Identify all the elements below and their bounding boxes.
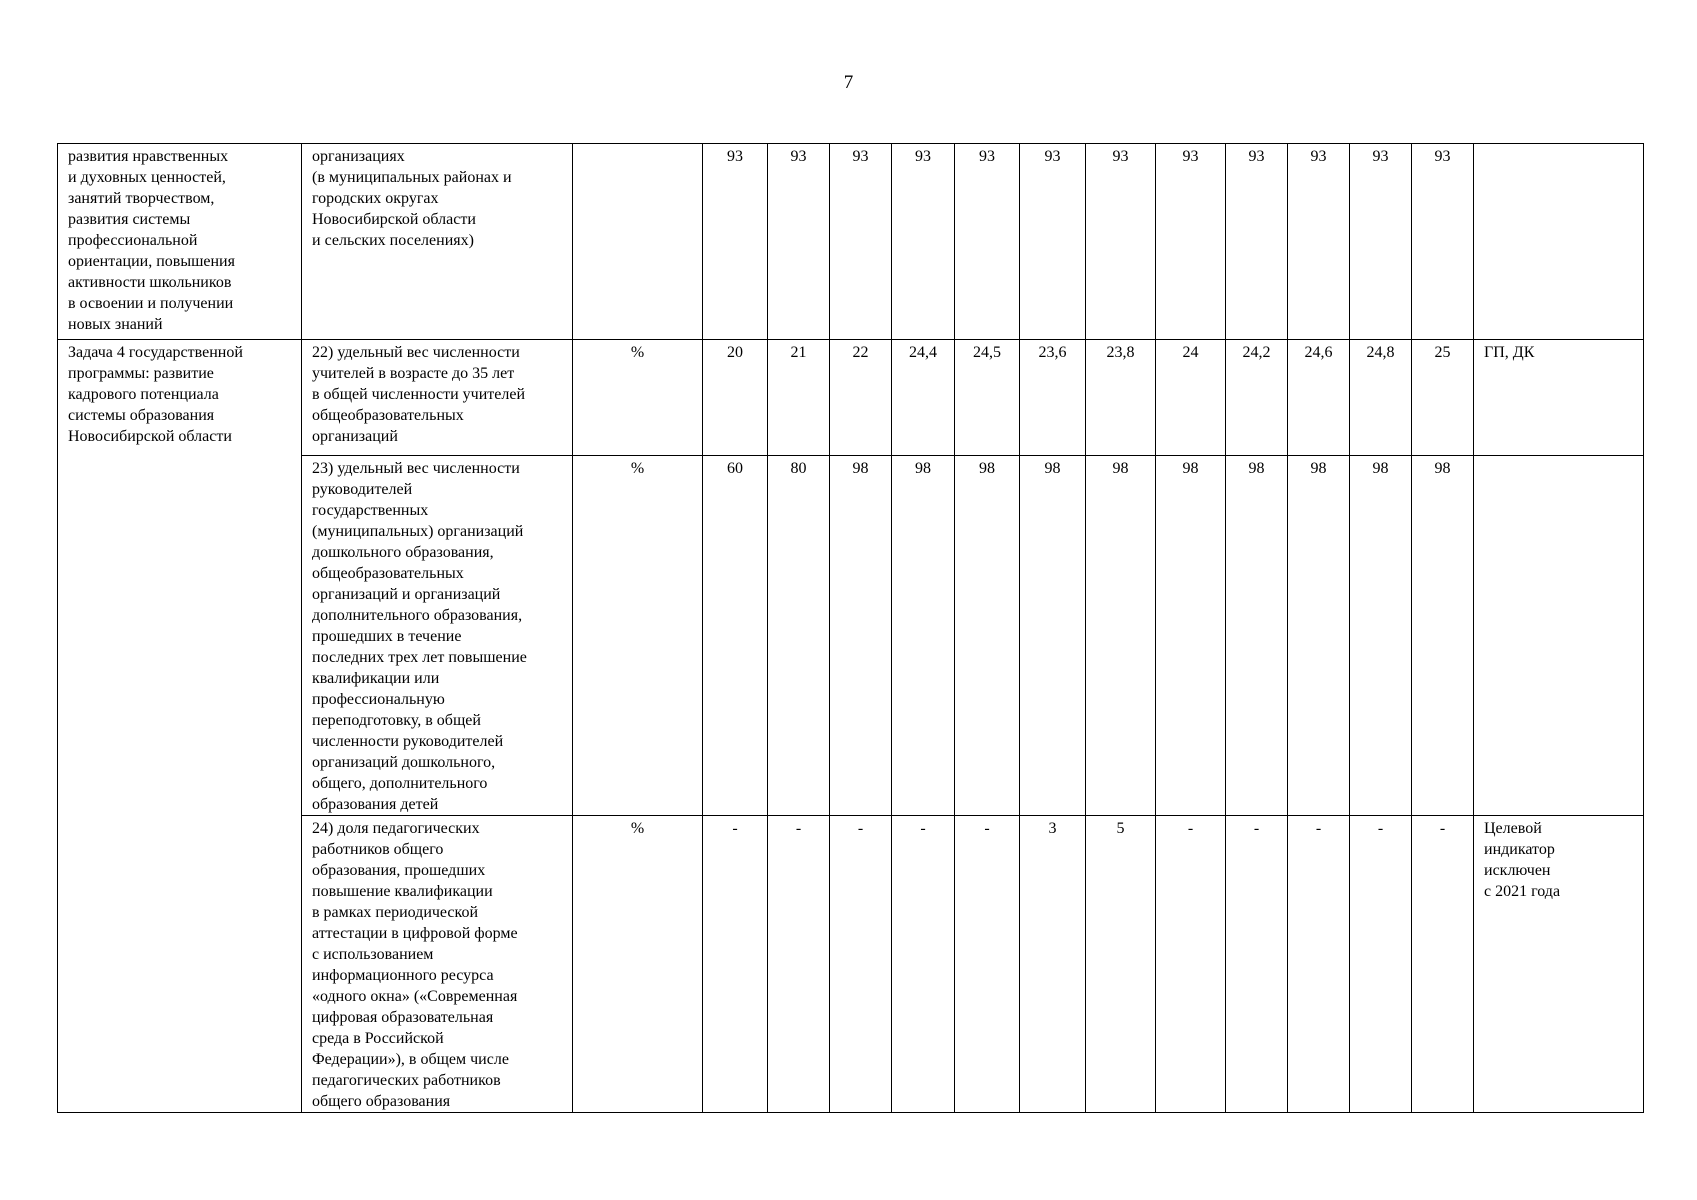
unit-cell: % <box>573 340 703 456</box>
value-cell: 93 <box>768 144 830 340</box>
page-number: 7 <box>843 72 854 93</box>
note-cell: ГП, ДК <box>1474 340 1644 456</box>
value-cell: 93 <box>1412 144 1474 340</box>
value-cell: - <box>892 816 955 1113</box>
value-cell: 98 <box>830 456 892 816</box>
value-cell: 98 <box>892 456 955 816</box>
value-cell: 98 <box>1350 456 1412 816</box>
note-cell <box>1474 456 1644 816</box>
indicators-table <box>57 143 1644 1113</box>
value-cell: 24 <box>1156 340 1226 456</box>
value-cell: 93 <box>955 144 1020 340</box>
table-row <box>58 144 1644 340</box>
unit-cell <box>573 144 703 340</box>
value-cell: - <box>703 816 768 1113</box>
task-cell: Задача 4 государственной программы: развитие кадрового потенциала системы образования Новосибирской области <box>58 340 302 1113</box>
value-cell: 20 <box>703 340 768 456</box>
table-row <box>58 340 1644 456</box>
value-cell: 93 <box>1086 144 1156 340</box>
indicator-cell: организациях (в муниципальных районах и городских округах Новосибирской области и сельских поселениях) <box>302 144 573 340</box>
value-cell: 25 <box>1412 340 1474 456</box>
value-cell: 93 <box>703 144 768 340</box>
value-cell: 98 <box>1288 456 1350 816</box>
value-cell: 93 <box>1156 144 1226 340</box>
value-cell: 24,6 <box>1288 340 1350 456</box>
value-cell: 93 <box>1350 144 1412 340</box>
unit-cell: % <box>573 456 703 816</box>
value-cell: - <box>1156 816 1226 1113</box>
value-cell: 98 <box>1412 456 1474 816</box>
value-cell: 98 <box>955 456 1020 816</box>
value-cell: 98 <box>1086 456 1156 816</box>
value-cell: 21 <box>768 340 830 456</box>
value-cell: 93 <box>892 144 955 340</box>
value-cell: 24,5 <box>955 340 1020 456</box>
value-cell: 22 <box>830 340 892 456</box>
value-cell: - <box>768 816 830 1113</box>
value-cell: 23,8 <box>1086 340 1156 456</box>
value-cell: 60 <box>703 456 768 816</box>
value-cell: 24,8 <box>1350 340 1412 456</box>
value-cell: - <box>1350 816 1412 1113</box>
value-cell: - <box>955 816 1020 1113</box>
value-cell: 93 <box>830 144 892 340</box>
indicator-cell: 24) доля педагогических работников общего образования, прошедших повышение квалификации в рамках периодической аттестации в цифровой форме с использованием информационного ресурса «одного окна» («Современная цифровая образовательная среда в Российской Федерации»), в общем числе педагогических работников общего образования <box>302 816 573 1113</box>
value-cell: 98 <box>1226 456 1288 816</box>
value-cell: 5 <box>1086 816 1156 1113</box>
value-cell: 93 <box>1288 144 1350 340</box>
value-cell: 23,6 <box>1020 340 1086 456</box>
indicator-cell: 23) удельный вес численности руководителей государственных (муниципальных) организаций дошкольного образования, общеобразовательных организаций и организаций дополнительного образования, прошедших в течение последних трех лет повышение квалификации или профессиональную переподготовку, в общей численности руководителей организаций дошкольного, общего, дополнительного образования детей <box>302 456 573 816</box>
value-cell: 24,4 <box>892 340 955 456</box>
note-cell <box>1474 144 1644 340</box>
value-cell: 93 <box>1020 144 1086 340</box>
note-cell: Целевой индикатор исключен с 2021 года <box>1474 816 1644 1113</box>
value-cell: - <box>830 816 892 1113</box>
value-cell: 3 <box>1020 816 1086 1113</box>
value-cell: - <box>1226 816 1288 1113</box>
value-cell: - <box>1412 816 1474 1113</box>
unit-cell: % <box>573 816 703 1113</box>
value-cell: 98 <box>1020 456 1086 816</box>
value-cell: 80 <box>768 456 830 816</box>
task-cell: развития нравственных и духовных ценностей, занятий творчеством, развития системы профессиональной ориентации, повышения активности школьников в освоении и получении новых знаний <box>58 144 302 340</box>
value-cell: 24,2 <box>1226 340 1288 456</box>
value-cell: 93 <box>1226 144 1288 340</box>
value-cell: 98 <box>1156 456 1226 816</box>
value-cell: - <box>1288 816 1350 1113</box>
indicator-cell: 22) удельный вес численности учителей в возрасте до 35 лет в общей численности учителей общеобразовательных организаций <box>302 340 573 456</box>
